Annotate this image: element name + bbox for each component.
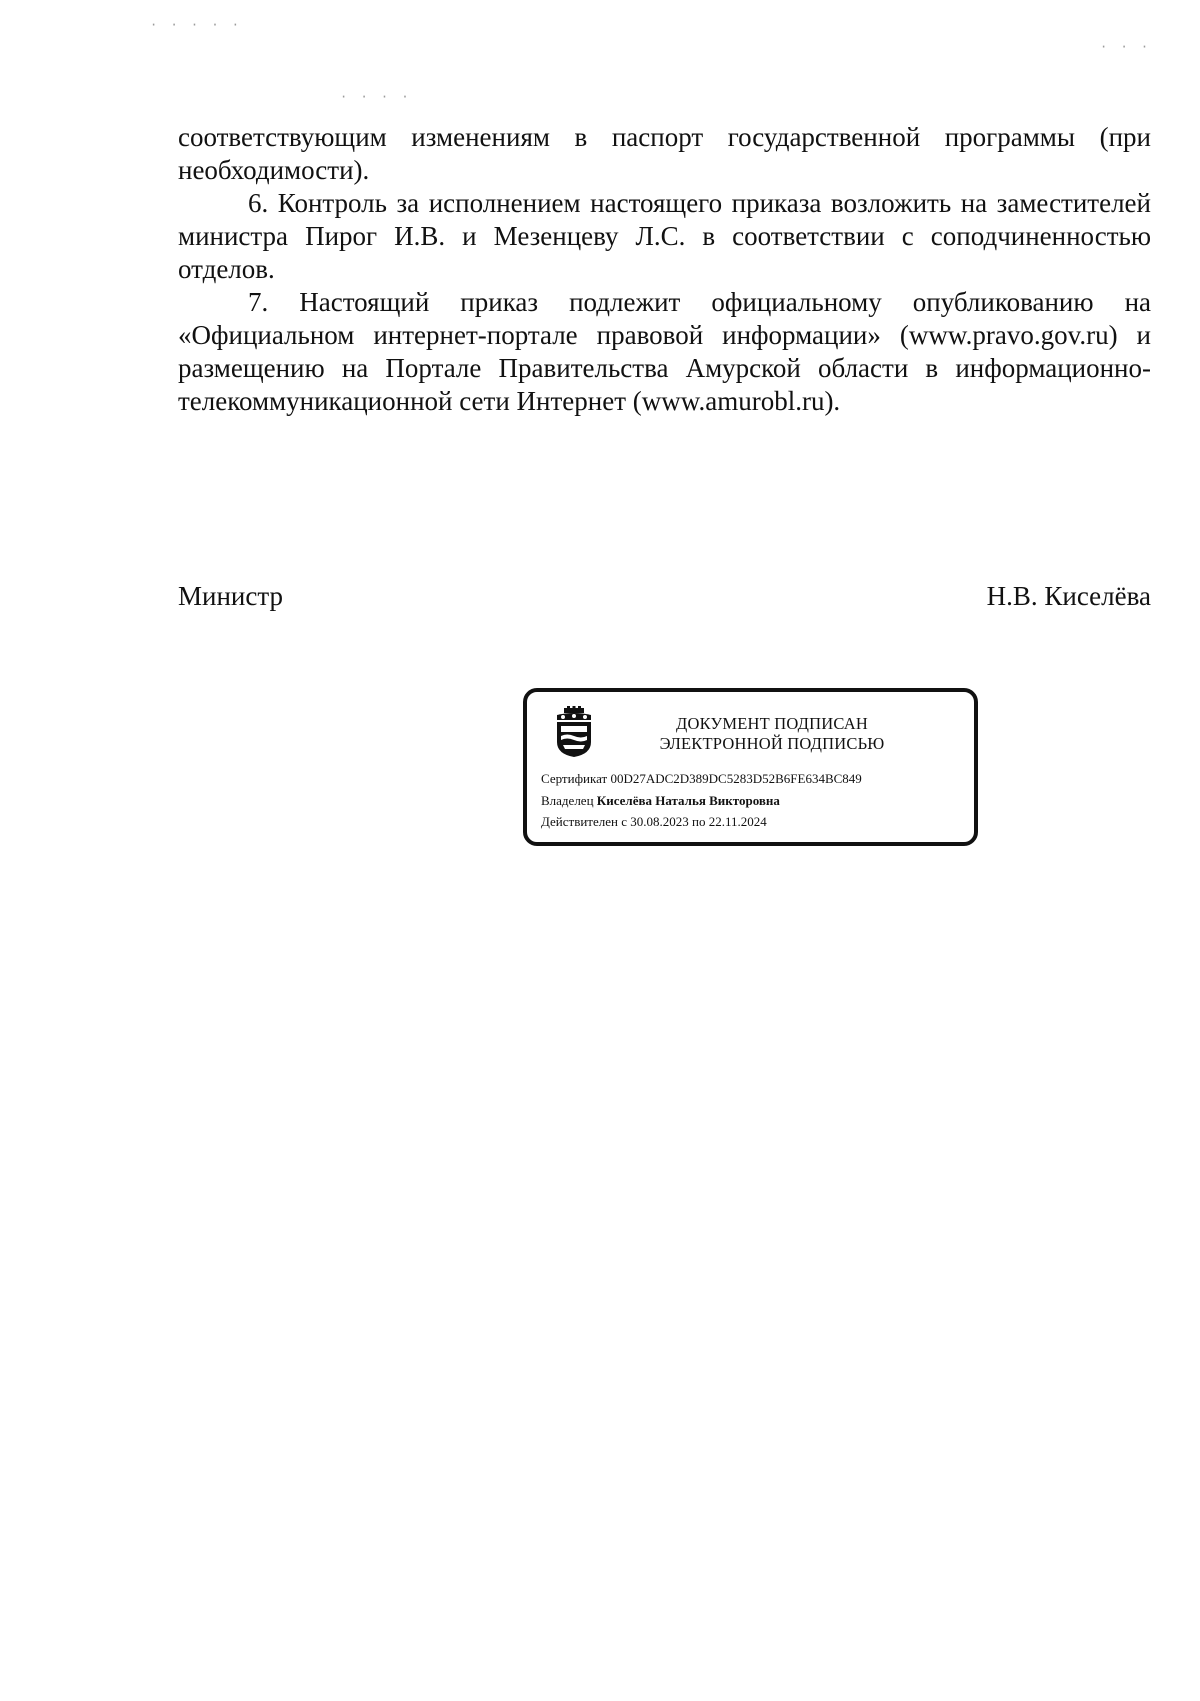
valid-label: Действителен (541, 814, 618, 829)
owner-value: Киселёва Наталья Викторовна (596, 793, 780, 808)
document-body (178, 121, 1151, 418)
certificate-line (541, 771, 862, 787)
paragraph-7: 7. Настоящий приказ подлежит официальному опубликованию на «Официальном интернет-портале правовой информации» (www.pravo.gov.ru) и размещению на Портале Правительства Амурской области в информационно-телекоммуникационной сети Интернет (www.amurobl.ru). (178, 287, 1151, 416)
valid-from-prefix: с (621, 814, 627, 829)
stamp-title (607, 714, 937, 754)
owner-label: Владелец (541, 793, 594, 808)
paragraph-continuation: соответствующим изменениям в паспорт государственной программы (при необходимости). (178, 122, 1151, 185)
scan-artifact: · · · (1100, 40, 1152, 54)
valid-to-prefix: по (692, 814, 706, 829)
paragraph-6: 6. Контроль за исполнением настоящего приказа возложить на заместителей министра Пирог И.В. и Мезенцеву Л.С. в соответствии с соподчиненностью отделов. (178, 188, 1151, 284)
electronic-signature-stamp (523, 688, 978, 846)
valid-to: 22.11.2024 (708, 814, 767, 829)
stamp-title-line-1: ДОКУМЕНТ ПОДПИСАН (676, 714, 868, 733)
owner-line (541, 793, 780, 809)
certificate-label: Сертификат (541, 771, 608, 786)
amur-region-coat-of-arms-icon (553, 706, 595, 758)
scan-artifact: · · · · (340, 90, 412, 104)
signatory-position: Министр (178, 581, 283, 611)
certificate-value: 00D27ADC2D389DC5283D52B6FE634BC849 (610, 771, 862, 786)
valid-from: 30.08.2023 (630, 814, 689, 829)
stamp-title-line-2: ЭЛЕКТРОННОЙ ПОДПИСЬЮ (659, 734, 885, 753)
validity-line (541, 814, 767, 830)
scan-artifact: · · · · · (150, 18, 243, 32)
signatory-name: Н.В. Киселёва (986, 581, 1151, 611)
